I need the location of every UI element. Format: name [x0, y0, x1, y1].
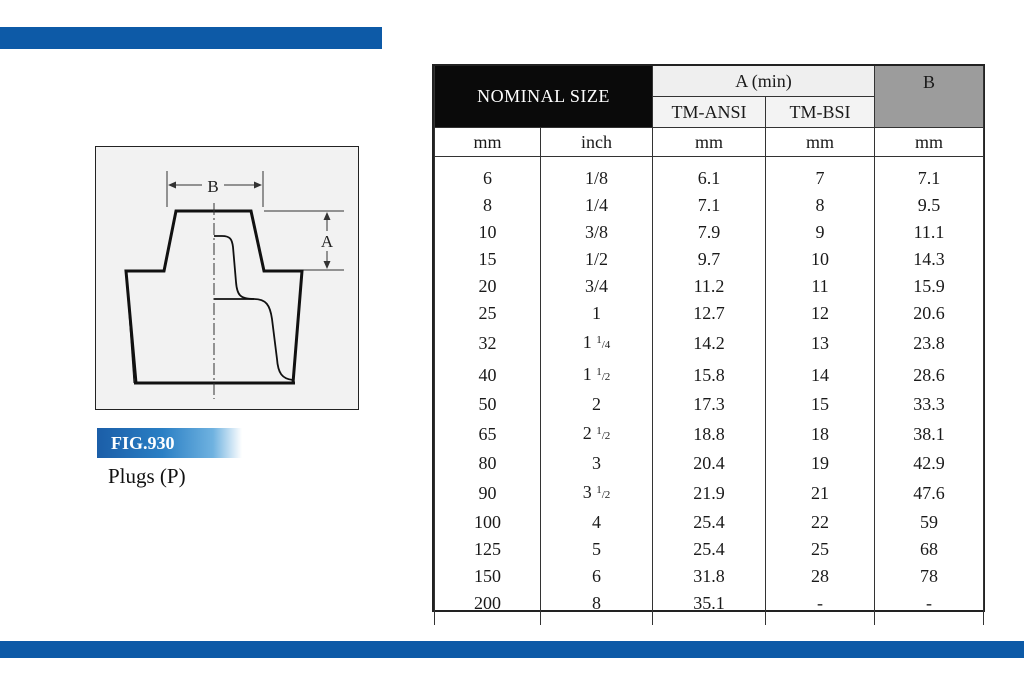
cell-b: 68 [875, 536, 984, 563]
cell-b: 11.1 [875, 219, 984, 246]
plug-diagram [95, 146, 359, 410]
cell-b: 9.5 [875, 192, 984, 219]
cell-inch: 5 [541, 536, 653, 563]
cell-tm-bsi: 21 [766, 477, 875, 509]
cell-inch: 4 [541, 509, 653, 536]
cell-b: 42.9 [875, 450, 984, 477]
table-row [435, 418, 984, 450]
cell-tm-bsi: - [766, 590, 875, 617]
unit-mm: mm [875, 128, 984, 157]
plug-drawing [96, 147, 360, 411]
cell-inch: 2 [541, 391, 653, 418]
cell-tm-ansi: 35.1 [653, 590, 766, 617]
cell-tm-ansi: 25.4 [653, 509, 766, 536]
unit-mm: mm [766, 128, 875, 157]
cell-mm: 125 [435, 536, 541, 563]
cell-tm-bsi: 10 [766, 246, 875, 273]
cell-tm-ansi: 18.8 [653, 418, 766, 450]
fig-caption: Plugs (P) [108, 464, 186, 488]
cell-mm: 6 [435, 165, 541, 192]
cell-tm-bsi: 8 [766, 192, 875, 219]
fig-number-badge: FIG.930 [97, 428, 242, 458]
table-row [435, 246, 984, 273]
cell-tm-bsi: 14 [766, 359, 875, 391]
unit-mm: mm [435, 128, 541, 157]
cell-tm-ansi: 7.1 [653, 192, 766, 219]
cell-tm-bsi: 28 [766, 563, 875, 590]
cell-mm: 25 [435, 300, 541, 327]
cell-tm-bsi: 18 [766, 418, 875, 450]
table-row [435, 450, 984, 477]
cell-tm-ansi: 9.7 [653, 246, 766, 273]
cell-mm: 100 [435, 509, 541, 536]
dim-a-arrow-top [324, 212, 331, 220]
cell-mm: 20 [435, 273, 541, 300]
unit-mm: mm [653, 128, 766, 157]
dim-b-label: B [207, 177, 219, 196]
cell-tm-bsi: 25 [766, 536, 875, 563]
table-row [435, 536, 984, 563]
table-row [435, 192, 984, 219]
cell-tm-ansi: 6.1 [653, 165, 766, 192]
header-tm-bsi: TM-BSI [766, 97, 875, 128]
cell-mm: 200 [435, 590, 541, 617]
cell-tm-bsi: 9 [766, 219, 875, 246]
cell-tm-bsi: 22 [766, 509, 875, 536]
table-row [435, 300, 984, 327]
cell-mm: 150 [435, 563, 541, 590]
cell-mm: 15 [435, 246, 541, 273]
cell-inch: 8 [541, 590, 653, 617]
cell-b: 14.3 [875, 246, 984, 273]
header-nominal-size: NOMINAL SIZE [435, 66, 653, 128]
cell-tm-ansi: 17.3 [653, 391, 766, 418]
cell-b: 78 [875, 563, 984, 590]
cell-tm-ansi: 7.9 [653, 219, 766, 246]
cell-inch: 1/8 [541, 165, 653, 192]
table-row [435, 590, 984, 617]
cell-inch: 3 $^1$/2 [541, 477, 653, 509]
header-a-min: A (min) [653, 66, 875, 97]
table-row [435, 219, 984, 246]
table-row [435, 273, 984, 300]
cell-b: 59 [875, 509, 984, 536]
cell-inch: 1 [541, 300, 653, 327]
cell-inch: 1 $^1$/2 [541, 359, 653, 391]
cell-tm-ansi: 31.8 [653, 563, 766, 590]
header-b: B [875, 66, 984, 128]
cell-tm-bsi: 19 [766, 450, 875, 477]
cell-tm-ansi: 12.7 [653, 300, 766, 327]
cell-inch: 3 [541, 450, 653, 477]
cell-b: 47.6 [875, 477, 984, 509]
cell-tm-bsi: 7 [766, 165, 875, 192]
cell-mm: 40 [435, 359, 541, 391]
dim-a-label: A [320, 232, 334, 251]
cell-b: 15.9 [875, 273, 984, 300]
table-row [435, 165, 984, 192]
cell-mm: 80 [435, 450, 541, 477]
cell-b: 38.1 [875, 418, 984, 450]
cell-inch: 1/2 [541, 246, 653, 273]
cell-tm-bsi: 12 [766, 300, 875, 327]
dim-b-arrow-right [254, 182, 262, 189]
table-row [435, 359, 984, 391]
cell-inch: 3/8 [541, 219, 653, 246]
cell-mm: 65 [435, 418, 541, 450]
cell-inch: 6 [541, 563, 653, 590]
cell-tm-bsi: 11 [766, 273, 875, 300]
cell-tm-bsi: 13 [766, 327, 875, 359]
header-tm-ansi: TM-ANSI [653, 97, 766, 128]
cell-tm-ansi: 21.9 [653, 477, 766, 509]
cell-inch: 3/4 [541, 273, 653, 300]
cell-b: 20.6 [875, 300, 984, 327]
cell-mm: 90 [435, 477, 541, 509]
table-row [435, 327, 984, 359]
cell-inch: 1 $^1$/4 [541, 327, 653, 359]
table-row [435, 477, 984, 509]
unit-inch: inch [541, 128, 653, 157]
plug-inner-profile [214, 236, 293, 380]
cell-tm-ansi: 15.8 [653, 359, 766, 391]
top-blue-band [0, 27, 382, 49]
cell-mm: 8 [435, 192, 541, 219]
cell-tm-bsi: 15 [766, 391, 875, 418]
cell-b: 7.1 [875, 165, 984, 192]
bottom-blue-band [0, 641, 1024, 658]
cell-tm-ansi: 25.4 [653, 536, 766, 563]
cell-inch: 1/4 [541, 192, 653, 219]
dim-a-arrow-bottom [324, 261, 331, 269]
cell-tm-ansi: 20.4 [653, 450, 766, 477]
cell-mm: 50 [435, 391, 541, 418]
cell-mm: 32 [435, 327, 541, 359]
cell-tm-ansi: 11.2 [653, 273, 766, 300]
cell-b: 23.8 [875, 327, 984, 359]
cell-b: 28.6 [875, 359, 984, 391]
plug-wall-inner-left [126, 271, 134, 383]
table-row [435, 391, 984, 418]
table-body [435, 165, 984, 617]
cell-b: 33.3 [875, 391, 984, 418]
table-row [435, 563, 984, 590]
cell-tm-ansi: 14.2 [653, 327, 766, 359]
table-row [435, 509, 984, 536]
dimension-table [432, 64, 985, 612]
cell-inch: 2 $^1$/2 [541, 418, 653, 450]
cell-b: - [875, 590, 984, 617]
cell-mm: 10 [435, 219, 541, 246]
dim-b-arrow-left [168, 182, 176, 189]
